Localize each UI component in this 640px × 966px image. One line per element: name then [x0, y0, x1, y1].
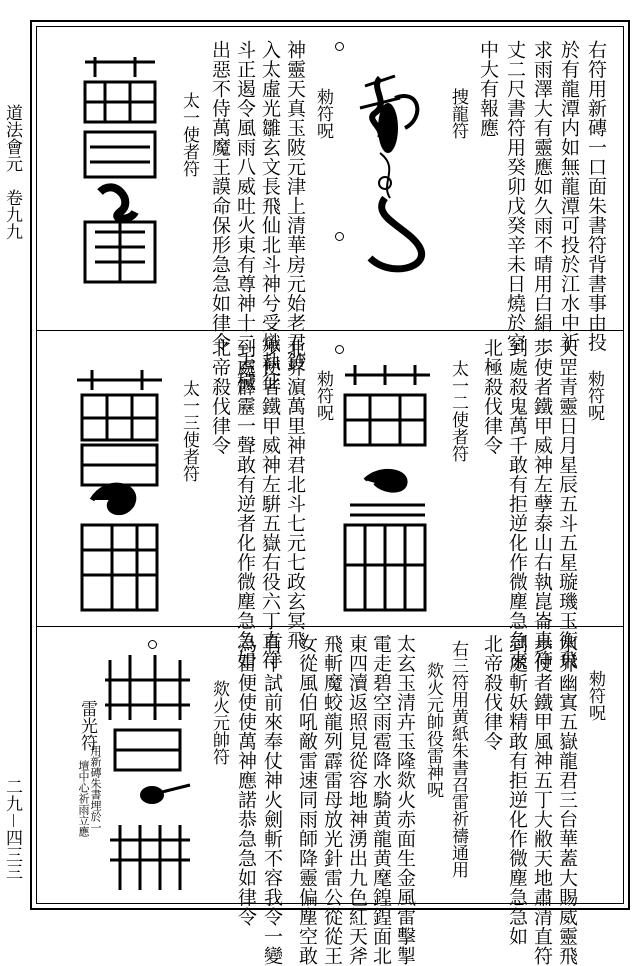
- circle-mark: [335, 232, 344, 241]
- incantation2-line-4: 北帝殺伐律令: [209, 338, 231, 455]
- instruction-line-5: 中大有報應: [477, 40, 499, 138]
- search-dragon-talisman-image: [350, 58, 445, 283]
- instruction-line-1: 右符用新磚一口面朱書符背書事由投: [585, 40, 607, 352]
- talisman-label-search-dragon: 捜龍符: [448, 88, 468, 139]
- chant-line-7: 為雷便使使萬神應諾恭急急如律令: [235, 634, 257, 927]
- instruction-line-4: 丈二尺書符用癸卯戊癸辛未日燒於空: [504, 40, 526, 352]
- instruction-line-2: 於有龍潭内如無龍潭可投於江水中祈: [558, 40, 580, 352]
- talisman-label-taiyi-2: 太一二使者符: [448, 360, 468, 462]
- incantation2-line-3: 到處霹靂一聲敢有逆者化作微塵急急如: [234, 338, 256, 670]
- incantation-line-3: 到處斬妖精敢有拒逆化作微塵急急如: [506, 634, 528, 946]
- instruction-line-3: 求雨澤大有靈應如久雨不晴用白絹一: [531, 40, 553, 352]
- chant-line-6: 有干試前來奉仗神火劍斬不容我令一變: [261, 634, 283, 966]
- incantation-line-4: 出惡不侍萬魔王謨命保形急急如律令: [209, 40, 231, 352]
- chant-heading: 欻火元帥役雷神呪: [423, 662, 443, 798]
- incantation-heading: 勑符呪: [584, 370, 604, 421]
- taiyi-envoy-talisman-image: [75, 52, 165, 302]
- taiyi-2-envoy-talisman-image: [340, 365, 435, 620]
- incantation-line-2: 入太虛光雛玄文長飛仙北斗神兮受熾執征: [259, 40, 281, 391]
- incantation-line-1: 天罡青靈日月星辰五斗五星璇璣玉衡飛: [556, 338, 578, 670]
- incantation-heading: 勑符呪: [313, 88, 333, 139]
- incantation-line-3: 斗正遏令風雨八威吐火東有尊神十二去穢: [234, 40, 256, 391]
- chant-line-2: 電走碧空雨雹降水騎黄龍黄麾鍠鍠面北: [370, 634, 392, 966]
- talisman-label-taiyi-3: 太一三使者符: [179, 380, 199, 482]
- incantation-line-2: 歩使者鐵甲風神五丁大敝天地肅清直符: [531, 634, 553, 966]
- leiguang-talisman-image: [100, 650, 195, 900]
- talisman-label-huohuo-marshal: 欻火元帥符: [209, 680, 229, 765]
- chant-line-4: 飛斬魔蛟龍列霹雷母放光針雷公從從王: [321, 634, 343, 966]
- incantation2-line-2: 歩使者鐵甲威神左騈五嶽右役六丁直符: [259, 338, 281, 670]
- incantation-heading: 勑符呪: [585, 670, 605, 721]
- circle-mark: [148, 640, 157, 649]
- leiguang-note-1: 用新磚朱書埋於一: [89, 745, 102, 833]
- leiguang-note-2: 壇中心祈雨立應: [77, 760, 90, 837]
- instruction-line: 右三符用黄紙朱書召雷祈禱通用: [448, 640, 468, 878]
- talisman-label-leiguang: 雷光符: [77, 700, 97, 751]
- taiyi-3-envoy-talisman-image: [72, 370, 167, 620]
- incantation-line-4: 北帝殺伐律令: [481, 634, 503, 751]
- incantation-line-1: 水界幽寘五嶽龍君三台華蓋大賜威靈飛: [556, 634, 578, 966]
- incantation-line-4: 北極殺伐律令: [481, 338, 503, 455]
- incantation-line-3: 到處殺鬼萬千敢有拒逆化作微塵急急來: [506, 338, 528, 670]
- talisman-label-taiyi-envoy: 太一使者符: [179, 92, 199, 177]
- circle-mark: [335, 345, 344, 354]
- page-number-margin: 二九－四三三: [2, 778, 22, 880]
- chant-line-3: 東四瀆返照見從容地神湧出九色紅天斧: [346, 634, 368, 966]
- incantation-heading-2: 勑符呪: [313, 370, 333, 421]
- chant-line-5: 女從風伯吼敵雷速同雨師降靈偏塵空敢: [296, 634, 318, 966]
- incantation-line-1: 神靈天真玉陂元津上清華房元始老君鈔: [284, 40, 306, 372]
- book-title-margin: 道法會元 卷九九: [2, 104, 22, 240]
- circle-mark: [335, 42, 344, 51]
- chant-line-1: 太玄玉清卉玉隆欻火赤面生金風雷擊掣: [394, 634, 416, 966]
- incantation-line-2: 歩使者鐵甲威神左孽泰山右執崑崙真符: [531, 338, 553, 670]
- incantation2-line-1: 北界濵萬里神君北斗七元七政玄冥飛: [284, 338, 306, 650]
